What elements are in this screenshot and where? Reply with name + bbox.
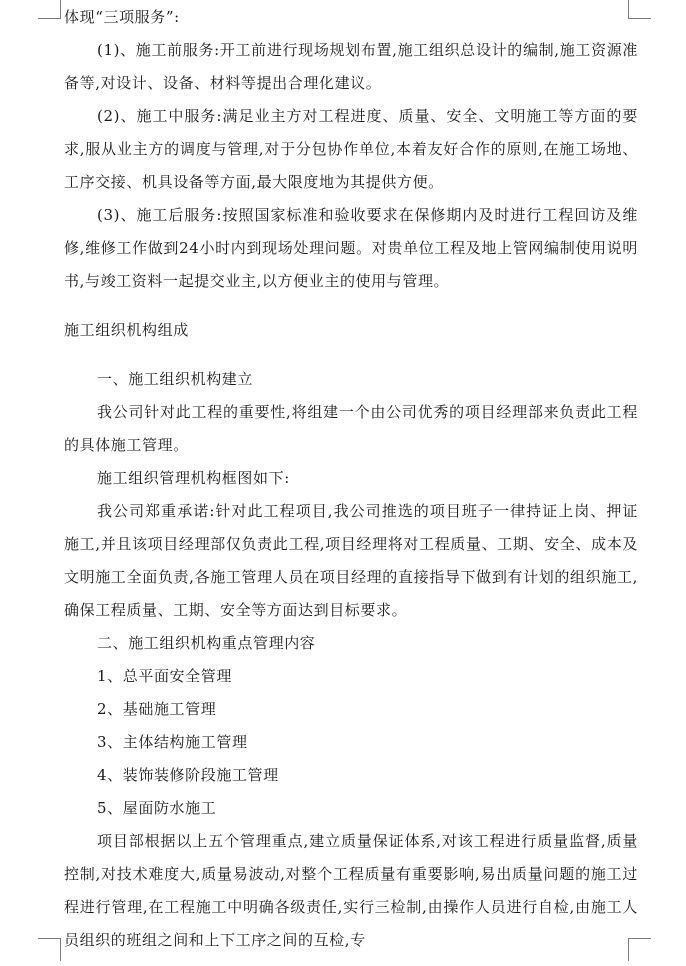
list-item-main-structure: 3、主体结构施工管理 [97,733,248,751]
list-item-decoration: 4、装饰装修阶段施工管理 [97,766,279,784]
corner-crop-mark-top-left [38,0,61,19]
subheading-key-management: 二、施工组织机构重点管理内容 [97,634,316,652]
intro-line: 体现“三项服务”: [64,8,180,26]
subheading-organization-setup: 一、施工组织机构建立 [97,370,254,388]
list-item-roof-waterproofing: 5、屋面防水施工 [97,799,217,817]
paragraph-organization-importance: 我公司针对此工程的重要性,将组建一个由公司优秀的项目经理部来负责此工程的具体施工管理。 [64,403,638,454]
paragraph-company-commitment: 我公司郑重承诺:针对此工程项目,我公司推选的项目班子一律持证上岗、押证施工,并且该项目经理部仅负责此工程,项目经理将对工程质量、工期、安全、成本及文明施工全面负责,各施工管理人员在项目经理的直接指导下做到有计划的组织施工,确保工程质量、工期、安全等方面达到目标要求。 [64,502,638,619]
section-heading-organization: 施工组织机构组成 [64,321,189,339]
paragraph-post-construction-service: (3)、施工后服务:按照国家标准和验收要求在保修期内及时进行工程回访及维修,维修工作做到24小时内到现场处理问题。对贵单位工程及地上管网编制使用说明书,与竣工资料一起提交业主,以方便业主的使用与管理。 [64,206,638,290]
list-item-site-safety: 1、总平面安全管理 [97,667,232,685]
document-body [64,1,638,957]
list-item-foundation: 2、基础施工管理 [97,700,217,718]
paragraph-quality-system: 项目部根据以上五个管理重点,建立质量保证体系,对该工程进行质量监督,质量控制,对技术难度大,质量易波动,对整个工程质量有重要影响,易出质量问题的施工过程进行管理,在工程施工中明确各级责任,实行三检制,由操作人员进行自检,由施工人员组织的班组之间和上下工序之间的互检,专 [64,832,638,949]
corner-crop-mark-bottom-left [38,938,61,961]
paragraph-pre-construction-service: (1)、施工前服务:开工前进行现场规划布置,施工组织总设计的编制,施工资源准备等,对设计、设备、材料等提出合理化建议。 [64,41,638,92]
paragraph-org-chart-intro: 施工组织管理机构框图如下: [97,469,290,487]
paragraph-construction-service: (2)、施工中服务:满足业主方对工程进度、质量、安全、文明施工等方面的要求,服从业主方的调度与管理,对于分包协作单位,本着友好合作的原则,在施工场地、工序交接、机具设备等方面,最大限度地为其提供方便。 [64,107,638,191]
